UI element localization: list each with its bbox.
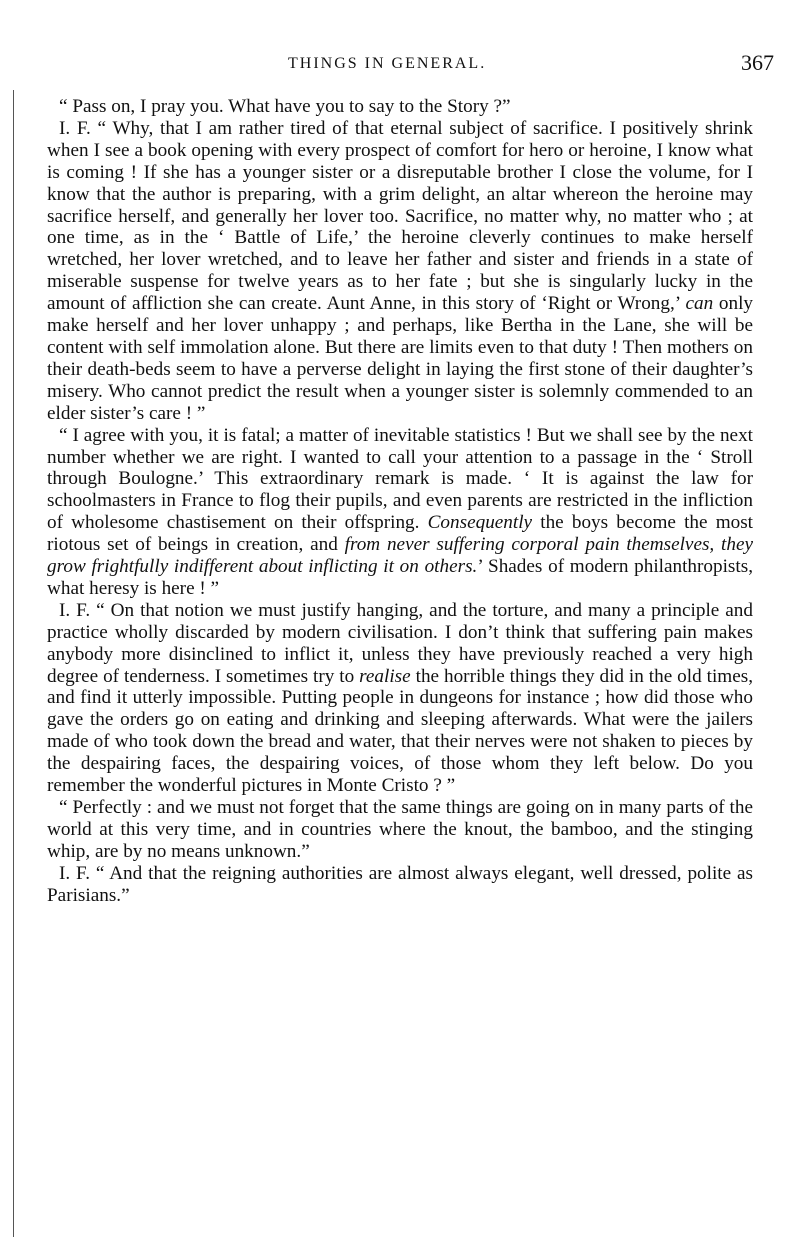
page-number: 367 [741,50,774,75]
article-body [47,96,753,907]
text-run: ’ Shades of modern philanthropists, what heresy is here ! ” [47,556,753,599]
page-header [0,50,805,86]
paragraph [47,118,753,425]
text-run: the boys become the most riotous set of beings in creation, and [47,512,754,556]
text-run: “ Perfectly : and we must not forget that the same things are going on in many parts of the world at this very time, and in countries where the knout, the bamboo, and the stinging whip, are by no means unknown.” [47,797,753,862]
left-margin-rule [13,90,14,1237]
text-run: “ Pass on, I pray you. What have you to say to the Story ?” [59,96,511,117]
paragraph [47,863,753,907]
paragraph [47,797,753,863]
running-title: THINGS IN GENERAL. [288,55,487,72]
italic-text: Consequently [427,512,533,534]
text-run: I. F. “ Why, that I am rather tired of that eternal subject of sacrifice. I positively shrink when I see a book opening with every prospect of comfort for hero or heroine, I know what is coming ! If she has a younger sister or a disreputable brother I close the volume, for I know that the author is preparing, with a grim delight, an altar whereon the heroine may sacrifice herself, and generally her lover too. Sacrifice, no matter why, no matter who ; at one time, as in the ‘ Battle of Life,’ the heroine cleverly continues to make herself wretched, her lover wretched, and to leave her father and sister and friends in a state of miserable suspense for twelve years as to her fate ; but she is singularly lucky in the amount of affliction she can create. Aunt Anne, in this story of ‘Right or Wrong,’ [47,117,753,315]
text-run: I. F. “ On that notion we must justify hanging, and the torture, and many a principle and practice wholly discarded by modern civilisation. I don’t think that suffering pain makes anybody more disinclined to inflict it, unless they have previously reached a very high degree of tenderness. I sometimes try to [47,599,753,687]
italic-text: realise [359,665,411,687]
italic-text: can [685,293,714,315]
text-run: only make herself and her lover unhappy ; and perhaps, like Bertha in the Lane, she will be content with self immolation alone. But there are limits even to that duty ! Then mothers on their death-beds seem to have a perverse delight in laying the first stone of their daughter’s misery. Who cannot predict the result when a younger sister is solemnly commended to an elder sister’s care ! ” [47,293,753,424]
italic-text: from never suffering corporal pain themselves, they grow frightfully indifferent about inflicting it on others. [47,534,753,578]
text-run: I. F. “ And that the reigning authorities are almost always elegant, well dressed, polite as Parisians.” [47,862,753,906]
paragraph [47,96,753,118]
paragraph [47,425,753,600]
text-run: “ I agree with you, it is fatal; a matter of inevitable statistics ! But we shall see by the next number whether we are right. I wanted to call your attention to a passage in the ‘ Stroll through Boulogne.’ This extraordinary remark is made. ‘ It is against the law for schoolmasters in France to flog their pupils, and even parents are restricted in the infliction of wholesome chastisement on their offspring. [47,424,753,534]
text-run: the horrible things they did in the old times, and find it utterly impossible. Putting people in dungeons for instance ; how did those who gave the orders go on eating and drinking and sleeping afterwards. What were the jailers made of who took down the bread and water, that their nerves were not shaken to pieces by the despairing faces, the despairing voices, of those whom they left below. Do you remember the wonderful pictures in Monte Cristo ? ” [47,665,753,797]
paragraph [47,600,753,797]
